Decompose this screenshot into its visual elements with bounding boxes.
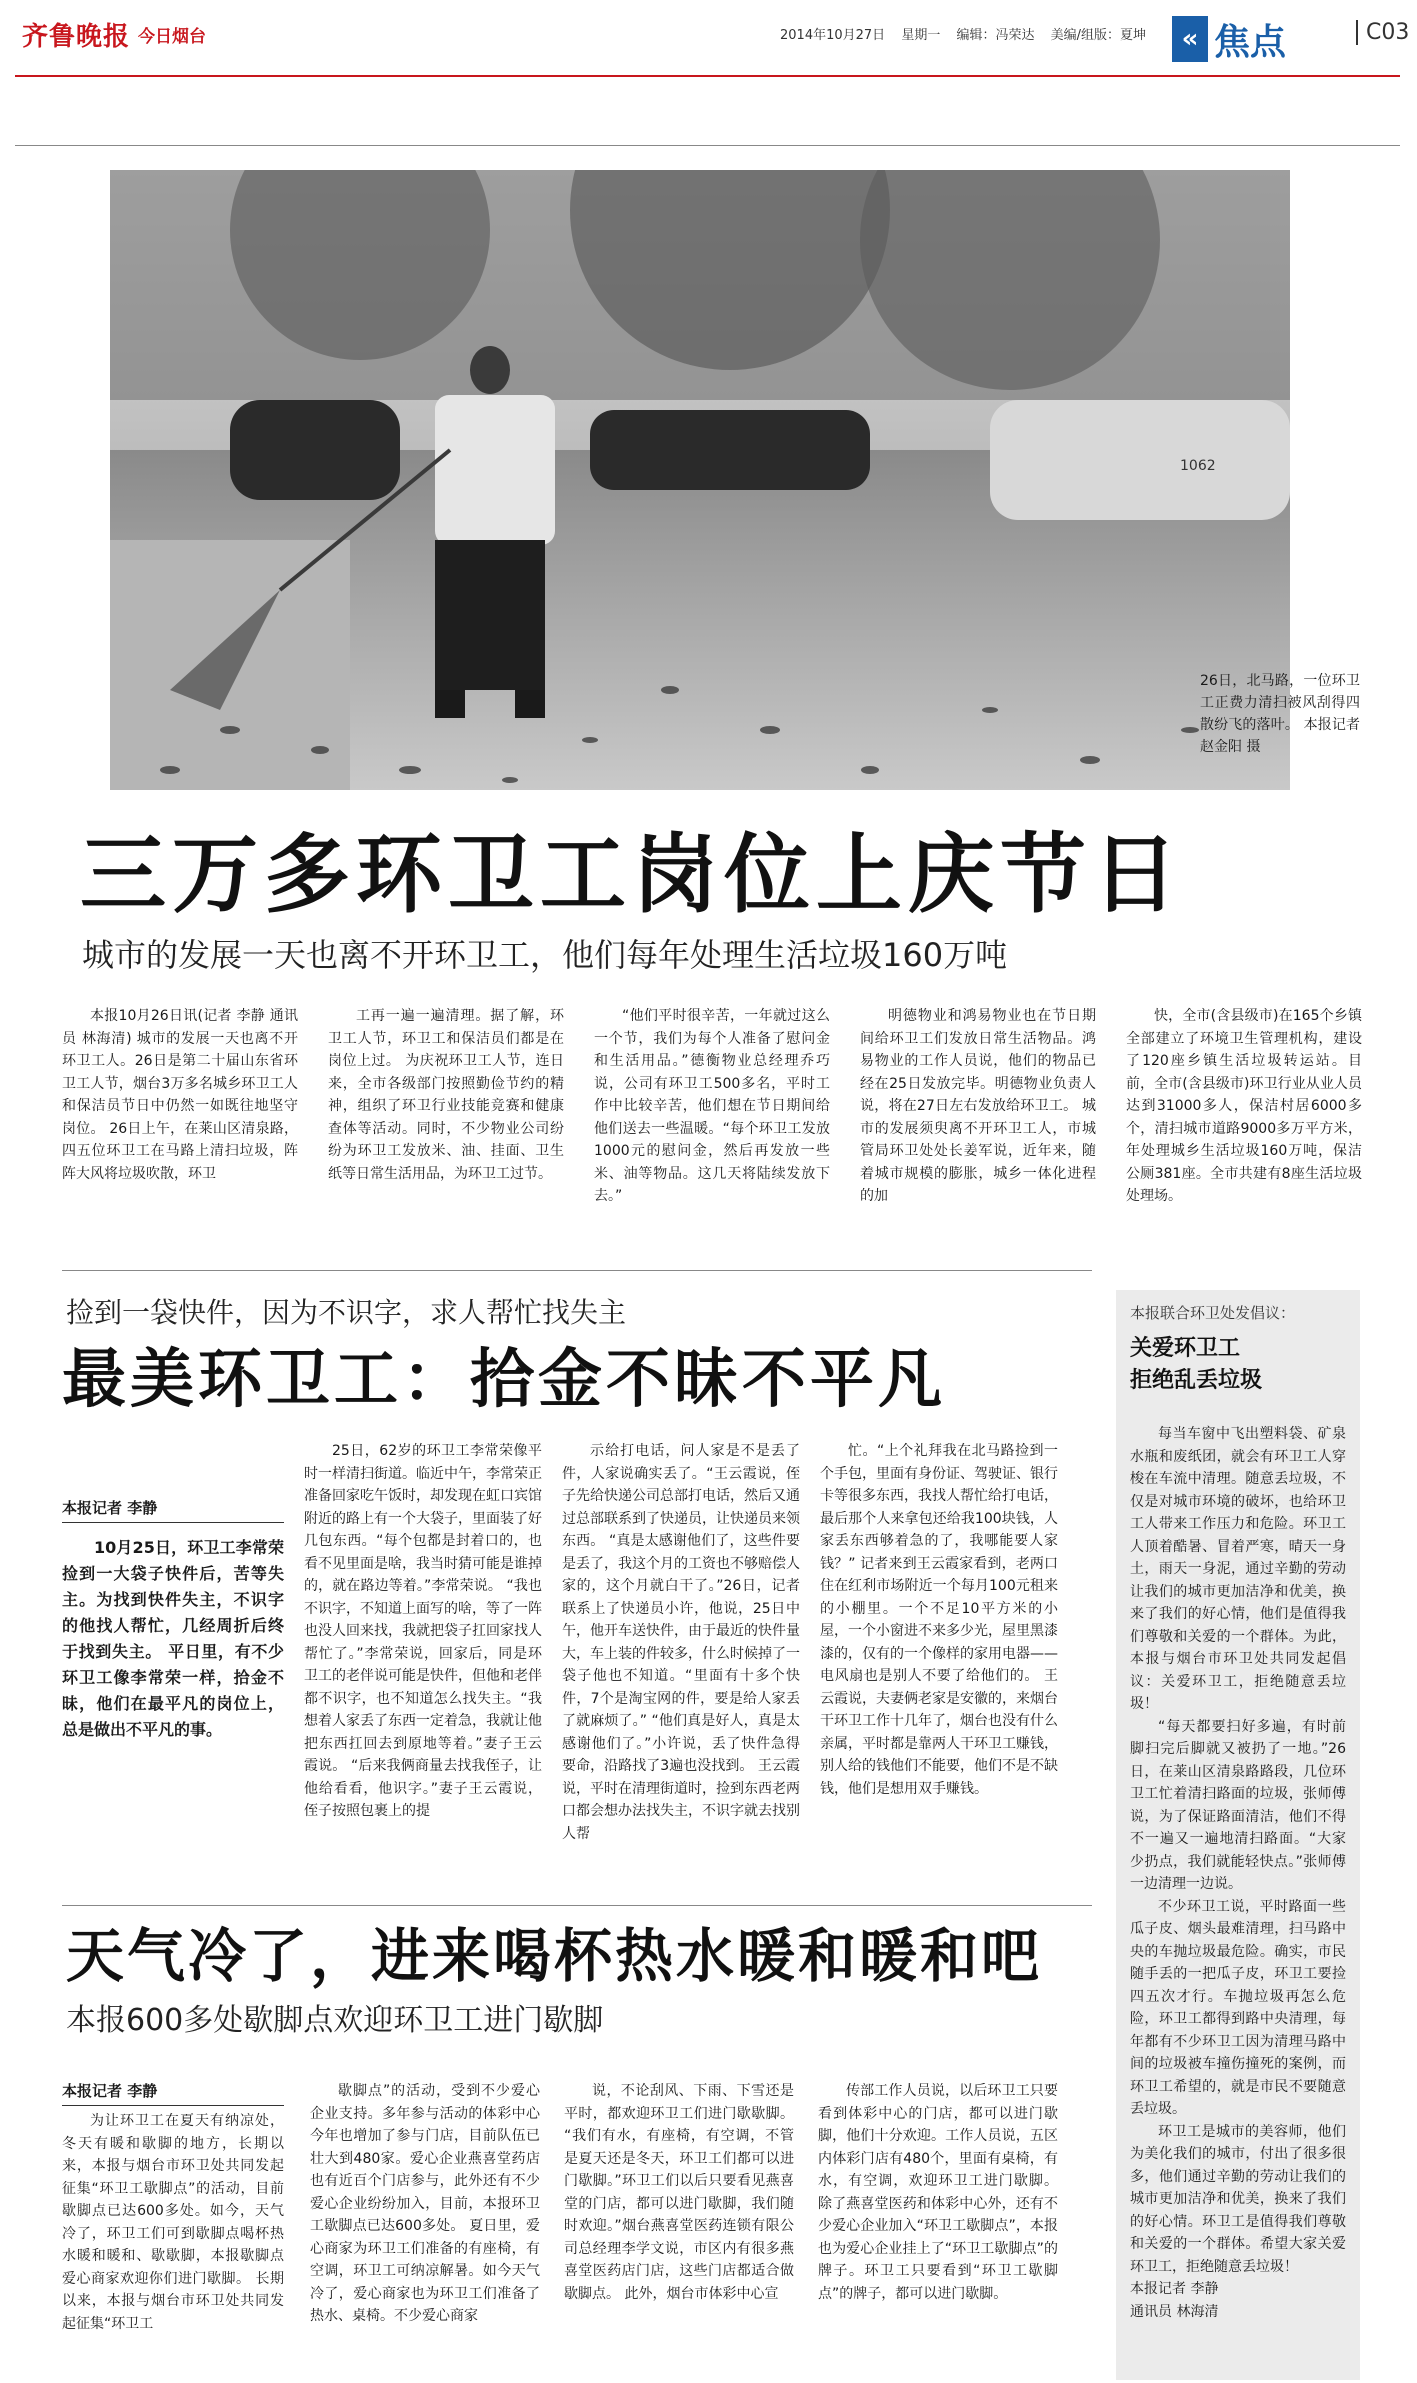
- story1-column-4: 明德物业和鸿易物业也在节日期间给环卫工们发放日常生活物品。鸿易物业的工作人员说，他们的物品已经在25日发放完毕。明德物业负责人说，将在27日左右发放给环卫工。 城市的发展须臾离不开环卫工人，市城管局环卫处处长姜军说，近年来，随着城市规模的膨胀，城乡一体化进程的加: [860, 1008, 1096, 1204]
- sidebar-byline-correspondent: 通讯员 林海清: [1130, 2303, 1219, 2320]
- top-divider: [15, 145, 1400, 146]
- story2-column-3: 忙。“上个礼拜我在北马路捡到一个手包，里面有身份证、驾驶证、银行卡等很多东西，我找人帮忙给打电话，最后那个人来拿包还给我100块钱，人家丢东西够着急的了，我哪能要人家钱？” 记者来到王云霞家看到，老两口住在红利市场附近一个每月100元租来的小棚里。一个不足10平方米的小屋，一个小窗进不来多少光，屋里黑漆漆的，仅有的一个像样的家用电器——电风扇也是别人不要了给他们的。 王云霞说，夫妻俩老家是安徽的，来烟台干环卫工作十几年了，烟台也没有什么亲属，平时都是靠两人干环卫工赚钱，别人给的钱他们不能要，他们不是不缺钱，他们是想用双手赚钱。: [820, 1443, 1058, 1797]
- story3-divider: [62, 1905, 1092, 1906]
- story1-column-1: 本报10月26日讯(记者 李静 通讯员 林海清) 城市的发展一天也离不开环卫工人。26日是第二十届山东省环卫工人节，烟台3万多名城乡环卫工人和保洁员节日中仍然一如既往地坚守岗位。 26日上午，在莱山区清泉路，四五位环卫工在马路上清扫垃圾，阵阵大风将垃圾吹散，环卫: [62, 1008, 298, 1182]
- page-number: C03: [1356, 20, 1409, 45]
- story3-column-3: 说，不论刮风、下雨、下雪还是平时，都欢迎环卫工们进门歇歇脚。 “我们有水，有座椅，有空调，不管是夏天还是冬天，环卫工们都可以进门歇脚。”环卫工们以后只要看见燕喜堂的门店，都可以进门歇脚，我们随时欢迎。”烟台燕喜堂医药连锁有限公司总经理李学文说，市区内有很多燕喜堂医药店门店，这些门店都适合做歇脚点。 此外，烟台市体彩中心宣: [564, 2083, 794, 2302]
- street-sweeper-photo: [110, 170, 1290, 790]
- story2-kicker: 捡到一袋快件，因为不识字，求人帮忙找失主: [66, 1296, 627, 1329]
- sidebar-paragraph: 不少环卫工说，平时路面一些瓜子皮、烟头最难清理，扫马路中央的车抛垃圾最危险。确实，市民随手丢的一把瓜子皮，环卫工要捡四五次才行。车抛垃圾再怎么危险，环卫工都得到路中央清理，每年都有不少环卫工因为清理马路中间的垃圾被车撞伤撞死的案例，而环卫工希望的，就是市民不要随意丢垃圾。: [1130, 1898, 1346, 2117]
- header-meta: [780, 24, 1158, 43]
- sidebar-label: 本报联合环卫处发倡议：: [1130, 1304, 1296, 1322]
- story2-column-1: 25日，62岁的环卫工李常荣像平时一样清扫街道。临近中午，李常荣正准备回家吃午饭时，却发现在虹口宾馆附近的路上有一个大袋子，里面装了好几包东西。“每个包都是封着口的，也看不见里面是啥，我当时猜可能是谁掉的，就在路边等着。”李常荣说。 “我也不识字，不知道上面写的啥，等了一阵也没人回来找，我就把袋子扛回家找人帮忙了。”李常荣说，回家后，同是环卫工的老伴说可能是快件，但他和老伴都不识字，也不知道怎么找失主。“我想着人家丢了东西一定着急，我就让他把东西扛回去到原地等着。”妻子王云霞说。 “后来我俩商量去找我侄子，让他给看看，他识字。”妻子王云霞说，侄子按照包裹上的提: [304, 1443, 542, 1819]
- story3-column-4: 传部工作人员说，以后环卫工只要看到体彩中心的门店，都可以进门歇脚，他们十分欢迎。工作人员说，五区内体彩门店有480个，里面有桌椅，有水，有空调，欢迎环卫工进门歇脚。 除了燕喜堂医药和体彩中心外，还有不少爱心企业加入“环卫工歇脚点”，本报也为爱心企业挂上了“环卫工歇脚点”的牌子。环卫工只要看到“环卫工歇脚点”的牌子，都可以进门歇脚。: [818, 2083, 1058, 2302]
- story1-column-2: 工再一遍一遍清理。据了解，环卫工人节，环卫工和保洁员们都是在岗位上过。 为庆祝环卫工人节，连日来，全市各级部门按照勤俭节约的精神，组织了环卫行业技能竞赛和健康查体等活动。同时，不少物业公司纷纷为环卫工发放米、油、挂面、卫生纸等日常生活用品，为环卫工过节。: [328, 1008, 564, 1182]
- story2-lead: 10月25日，环卫工李常荣捡到一大袋子快件后，苦等失主。为找到快件失主，不识字的他找人帮忙，几经周折后终于找到失主。 平日里，有不少环卫工像李常荣一样，拾金不昧，他们在最平凡的岗位上，总是做出不平凡的事。: [62, 1538, 284, 1739]
- masthead-logo: 齐鲁晚报: [22, 22, 131, 52]
- story3-byline: 本报记者 李静: [62, 2082, 158, 2100]
- sidebar-paragraph: “每天都要扫好多遍，有时前脚扫完后脚就又被扔了一地。”26日，在莱山区清泉路路段，几位环卫工忙着清扫路面的垃圾，张师傅说，为了保证路面清洁，他们不得不一遍又一遍地清扫路面。“大家少扔点，我们就能轻快点。”张师傅一边清理一边说。: [1130, 1718, 1346, 1892]
- story3-column-1: 为让环卫工在夏天有纳凉处，冬天有暖和歇脚的地方，长期以来，本报与烟台市环卫处共同发起征集“环卫工歇脚点”的活动，目前歇脚点已达600多处。如今，天气冷了，环卫工们可到歇脚点喝杯热水暖和暖和、歇歇脚，本报歇脚点爱心商家欢迎你们进门歇脚。 长期以来，本报与烟台市环卫处共同发起征集“环卫工: [62, 2113, 284, 2332]
- story1-column-3: “他们平时很辛苦，一年就过这么一个节，我们为每个人准备了慰问金和生活用品。”德衡物业总经理乔巧说，公司有环卫工500多名，平时工作中比较辛苦，他们想在节日期间给他们送去一些温暖。“每个环卫工发放1000元的慰问金，然后再发放一些米、油等物品。这几天将陆续发放下去。”: [594, 1008, 830, 1204]
- story1-divider: [62, 1270, 1092, 1271]
- story2-byline: 本报记者 李静: [62, 1499, 158, 1517]
- section-name: 今日烟台: [138, 27, 206, 47]
- sidebar-paragraph: 每当车窗中飞出塑料袋、矿泉水瓶和废纸团，就会有环卫工人穿梭在车流中清理。随意丢垃圾，不仅是对城市环境的破坏，也给环卫工人带来工作压力和危险。环卫工人顶着酷暑、冒着严寒，晴天一身土，雨天一身泥，通过辛勤的劳动让我们的城市更加洁净和优美，换来了我们的好心情，他们是值得我们尊敬和关爱的一个群体。为此，本报与烟台市环卫处共同发起倡议：关爱环卫工，拒绝随意丢垃圾！: [1130, 1426, 1346, 1712]
- issue-weekday: 星期一: [901, 28, 941, 43]
- story2-column-2: 示给打电话，问人家是不是丢了件，人家说确实丢了。“王云霞说，侄子先给快递公司总部打电话，然后又通过总部联系到了快递员，让快递员来领东西。 “真是太感谢他们了，这些件要是丢了，我这个月的工资也不够赔偿人家的，这个月就白干了。”26日，记者联系上了快递员小许，他说，25日中午，他开车送快件，由于最近的快件量大，车上装的件较多，什么时候掉了一袋子他也不知道。“里面有十多个快件，7个是淘宝网的件，要是给人家丢了就麻烦了。” “他们真是好人，真是太感谢他们了。”小许说，丢了快件急得要命，沿路找了3遍也没找到。 王云霞说，平时在清理街道时，捡到东西老两口都会想办法找失主，不识字就去找别人帮: [562, 1443, 800, 1842]
- story1-column-5: 快，全市(含县级市)在165个乡镇全部建立了环境卫生管理机构，建设了120座乡镇生活垃圾转运站。目前，全市(含县级市)环卫行业从业人员达到31000多人，保洁村居6000多个，清扫城市道路9000多万平方米，年处理城乡生活垃圾160万吨，保洁公厕381座。全市共建有8座生活垃圾处理场。: [1126, 1008, 1362, 1204]
- focus-section-badge: [1172, 10, 1322, 68]
- sidebar-body: [1130, 1423, 1346, 2278]
- story3-subheadline: 本报600多处歇脚点欢迎环卫工进门歇脚: [66, 2003, 604, 2038]
- story1-headline: 三万多环卫工岗位上庆节日: [80, 824, 1184, 925]
- header-rule: [15, 75, 1400, 77]
- story1-subheadline: 城市的发展一天也离不开环卫工，他们每年处理生活垃圾160万吨: [82, 936, 1008, 974]
- designer-credit: 美编/组版：夏坤: [1050, 28, 1147, 43]
- sidebar-title-line2: 拒绝乱丢垃圾: [1130, 1368, 1263, 1393]
- sidebar-paragraph: 环卫工是城市的美容师，他们为美化我们的城市，付出了很多很多，他们通过辛勤的劳动让我们的城市更加洁净和优美，换来了我们的好心情。环卫工是值得我们尊敬和关爱的一个群体。希望大家关爱环卫工，拒绝随意丢垃圾！: [1130, 2123, 1346, 2275]
- photo-caption: 26日，北马路，一位环卫工正费力清扫被风刮得四散纷飞的落叶。 本报记者 赵金阳 摄: [1200, 673, 1360, 755]
- sidebar-title-line1: 关爱环卫工: [1130, 1336, 1241, 1361]
- issue-date: 2014年10月27日: [780, 28, 886, 43]
- story2-headline: 最美环卫工：拾金不昧不平凡: [62, 1342, 946, 1417]
- news-photo: [110, 170, 1290, 790]
- sidebar-byline-reporter: 本报记者 李静: [1130, 2281, 1219, 2297]
- story3-byline-rule: [62, 2105, 284, 2106]
- story3-column-2: 歇脚点”的活动，受到不少爱心企业支持。多年参与活动的体彩中心今年也增加了参与门店，目前队伍已壮大到480家。爱心企业燕喜堂药店也有近百个门店参与，此外还有不少爱心企业纷纷加入，目前，本报环卫工歇脚点已达600多处。 夏日里，爱心商家为环卫工们准备的有座椅，有空调，环卫工可纳凉解暑。如今天气冷了，爱心商家也为环卫工们准备了热水、桌椅。不少爱心商家: [310, 2083, 540, 2324]
- sidebar-initiative: [1116, 1290, 1360, 2380]
- focus-label: 焦点: [1214, 21, 1287, 63]
- svg-text:1062: 1062: [1180, 458, 1216, 474]
- story3-headline: 天气冷了，进来喝杯热水暖和暖和吧: [66, 1922, 1043, 1990]
- story2-byline-rule: [62, 1522, 284, 1523]
- chevron-left-icon: «: [1172, 16, 1208, 62]
- editor-credit: 编辑：冯荣达: [956, 28, 1035, 43]
